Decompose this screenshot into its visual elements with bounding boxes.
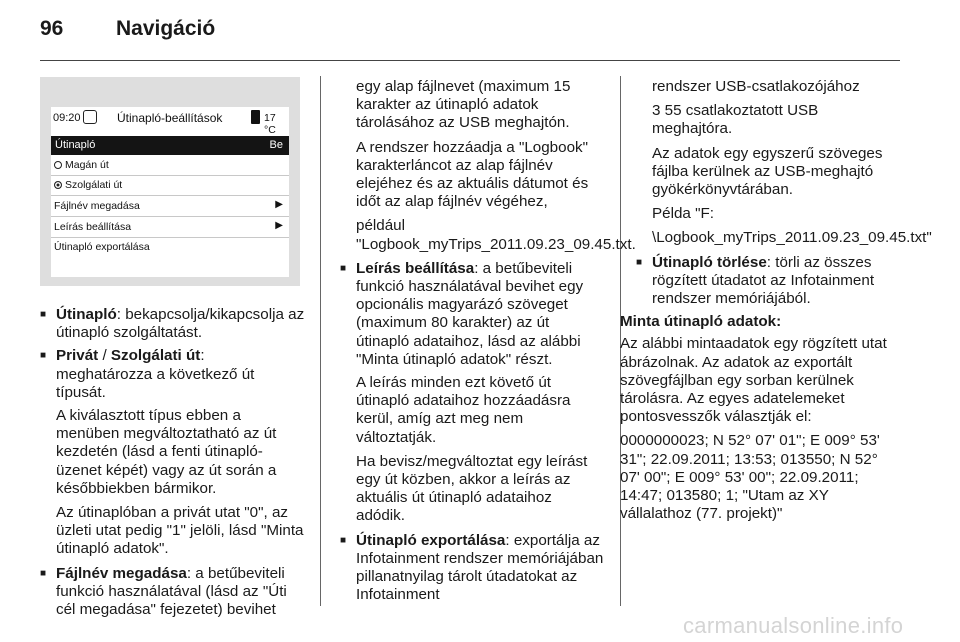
arrow-right-icon: ▶ — [275, 199, 283, 210]
menu-item-export — [51, 238, 289, 257]
header-rule — [40, 60, 900, 61]
keyword: Leírás beállítása — [356, 259, 475, 277]
page-number: 96 — [40, 17, 64, 40]
menu-item-label: Szolgálati út — [65, 179, 123, 191]
paragraph: A leírás minden ezt követő út útinapló adataihoz hozzáadásra kerül, amíg azt meg nem változtatják. — [356, 374, 571, 446]
menu-item-label: Leírás beállítása — [54, 221, 132, 233]
menu-separator — [51, 195, 289, 196]
column-1 — [40, 306, 305, 624]
keyword: Útinapló exportálása — [356, 531, 506, 549]
bullet-trip-type — [40, 347, 305, 402]
paragraph: rendszer USB-csatlakozójához — [652, 78, 860, 95]
bullet-description — [340, 260, 605, 369]
keyword: Útinapló törlése — [652, 253, 767, 271]
watermark: carmanualsonline.info — [683, 613, 904, 638]
bullet-text: : a betűbeviteli funkció használatával bevihet egy opcionális magyarázó szöveget (maximum 80 karakter) az út útinapló adataihoz, lásd az alábbi "Minta útinapló adatok" részt. — [356, 259, 584, 368]
paragraph: Az alábbi mintaadatok egy rögzített utat ábrázolnak. Az adatok az exportált szövegfájlban egy sorban kerülnek tárolásra. Az egyes adatelemeket pontosvesszők választják el: — [620, 335, 887, 426]
keyword: Szolgálati út — [110, 347, 201, 365]
column-divider — [320, 76, 321, 606]
bullet-delete — [636, 254, 901, 309]
paragraph: \Logbook_myTrips_2011.09.23_09.45.txt" — [652, 229, 932, 247]
menu-item-description — [51, 218, 289, 237]
chapter-title: Navigáció — [116, 17, 216, 40]
menu-item-logbook — [51, 136, 289, 155]
paragraph: egy alap fájlnevet (maximum 15 karakter az útinapló adatok tárolásához az USB meghajtón. — [356, 78, 571, 132]
menu-item-label: Útinapló — [55, 139, 96, 151]
sample-data: 0000000023; N 52° 07' 01"; E 009° 53' 31"; 22.09.2011; 13:53; 013550; N 52° 07' 00"; E 009° 53' 00"; 22.09.2011; 14:47; 013580; 1; "Utam az XY vállalathoz (77. projekt)" — [620, 432, 880, 523]
column-2 — [340, 78, 636, 609]
bullet-export — [340, 532, 605, 605]
bullet-filename — [40, 565, 305, 620]
phone-icon — [251, 110, 260, 124]
radio-off-icon — [54, 161, 62, 169]
bullet-logbook — [40, 306, 305, 342]
cross-reference: 3 55 csatlakoztatott USB meghajtóra. — [652, 102, 819, 138]
section-heading: Minta útinapló adatok: — [620, 313, 782, 331]
clock-icon — [83, 110, 97, 124]
page-header — [40, 17, 215, 41]
bullet-text: : meghatározza a következő út típusát. — [56, 347, 255, 401]
paragraph: Az adatok egy egyszerű szöveges fájlba kerülnek az USB-meghajtó gyökérkönyvtárában. — [652, 144, 883, 199]
paragraph: Az útinaplóban a privát utat "0", az üzleti utat pedig "1" jelöli, lásd "Minta útinapló adatok". — [56, 504, 304, 558]
screen-title: Útinapló-beállítások — [117, 111, 223, 125]
separator: / — [98, 347, 111, 365]
menu-item-label: Fájlnév megadása — [54, 200, 140, 212]
paragraph: A rendszer hozzáadja a "Logbook" karakterláncot az alap fájlnév elejéhez és az aktuális dátumot és időt az alap fájlnév végéhez, — [356, 138, 589, 211]
menu-item-filename — [51, 197, 289, 216]
radio-on-icon — [54, 181, 62, 189]
column-3 — [620, 78, 932, 523]
bullet-text: : bekapcsolja/kikapcsolja az útinapló szolgáltatást. — [56, 306, 305, 342]
screen-content — [40, 77, 300, 286]
screen-temp: 17 °C — [264, 112, 276, 136]
bullet-text: : törli az összes rögzített útadatot az Infotainment rendszer memóriájából. — [652, 253, 875, 308]
menu-separator — [51, 216, 289, 217]
paragraph: Ha bevisz/megváltoztat egy leírást egy út közben, akkor a leírás az aktuális út útinapló adataihoz adódik. — [356, 452, 588, 525]
keyword: Privát — [56, 347, 99, 365]
bullet-text: : a betűbeviteli funkció használatával (lásd az "Úti cél megadása" fejezetet) bevihet — [56, 564, 287, 619]
menu-item-label: Útinapló exportálása — [54, 241, 150, 253]
paragraph: A kiválasztott típus ebben a menüben megváltoztatható az út kezdetén (lásd a fenti útinapló-üzenet képét) vagy az út során a későbbiekben bármikor. — [56, 407, 277, 497]
arrow-right-icon: ▶ — [275, 220, 283, 231]
keyword: Fájlnév megadása — [56, 564, 187, 582]
menu-item-private — [51, 156, 289, 175]
menu-item-value: Be — [269, 139, 283, 151]
screen-time: 09:20 — [53, 112, 81, 124]
keyword: Útinapló — [56, 306, 117, 323]
bullet-text: : exportálja az Infotainment rendszer memóriájában pillanatnyilag tárolt útadatokat az Infotainment — [356, 531, 604, 604]
screen-status-bar — [51, 107, 289, 136]
paragraph: például "Logbook_myTrips_2011.09.23_09.45.txt. — [356, 217, 636, 253]
menu-item-business — [51, 176, 289, 195]
paragraph: Példa "F: — [652, 205, 714, 223]
menu-item-label: Magán út — [65, 159, 109, 171]
